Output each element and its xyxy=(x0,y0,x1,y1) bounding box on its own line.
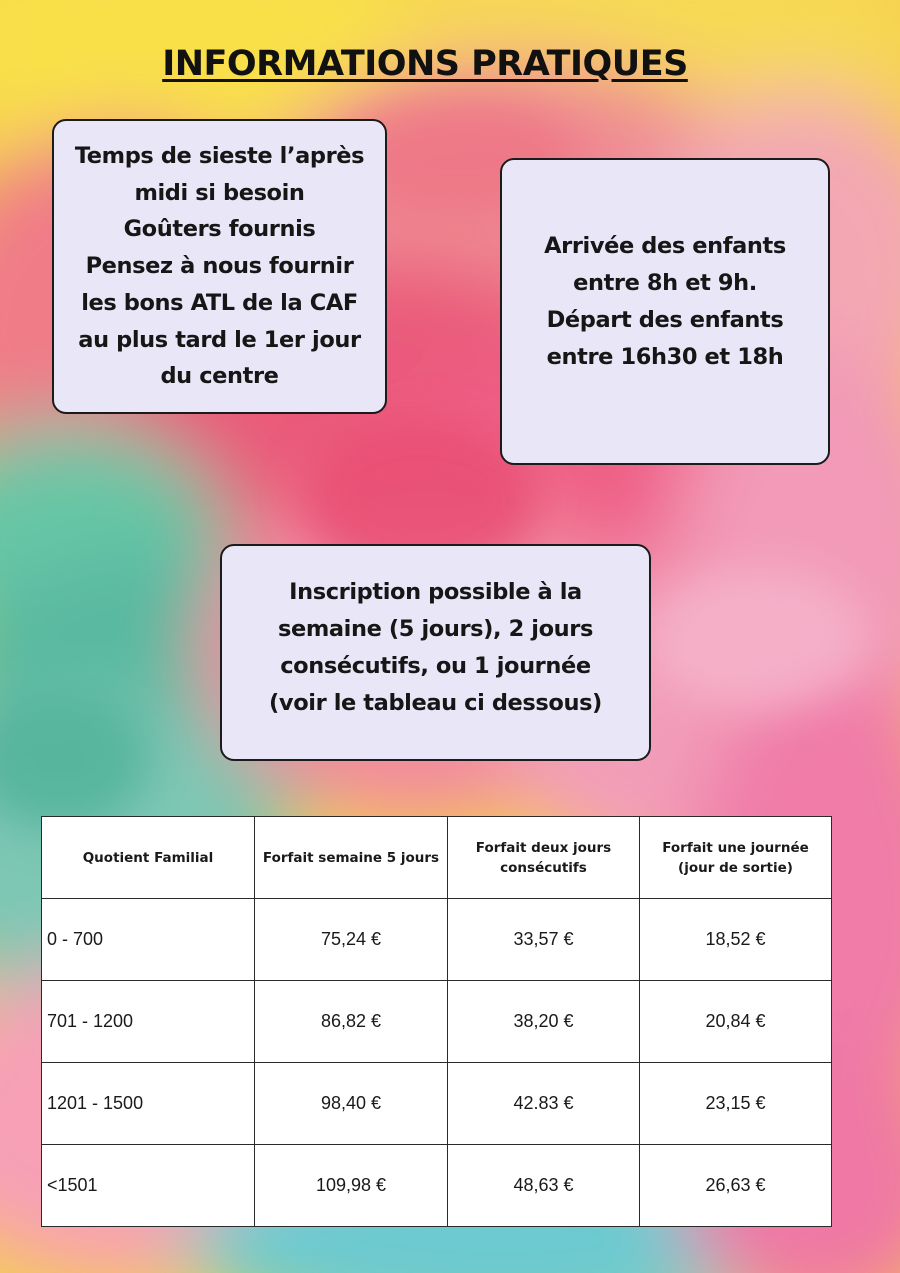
header-quotient-familial: Quotient Familial xyxy=(42,817,255,899)
price-one-day-cell: 26,63 € xyxy=(640,1145,832,1227)
quotient-cell: 701 - 1200 xyxy=(42,981,255,1063)
hours-line: Arrivée des enfants xyxy=(544,232,786,259)
practical-info-text xyxy=(75,138,364,396)
registration-card xyxy=(220,544,651,761)
price-two-days-cell: 42.83 € xyxy=(448,1063,640,1145)
practical-info-line: Goûters fournis xyxy=(123,216,316,243)
price-two-days-cell: 33,57 € xyxy=(448,899,640,981)
hours-line: entre 8h et 9h. xyxy=(573,269,757,296)
registration-text xyxy=(269,574,602,722)
practical-info-line: Pensez à nous fournir xyxy=(85,253,354,280)
table-row xyxy=(42,899,832,981)
table-row xyxy=(42,981,832,1063)
practical-info-line: midi si besoin xyxy=(134,179,305,206)
practical-info-line: du centre xyxy=(160,363,279,390)
practical-info-line: Temps de sieste l’après xyxy=(74,142,365,169)
page-title: INFORMATIONS PRATIQUES xyxy=(162,44,688,84)
header-forfait-semaine: Forfait semaine 5 jours xyxy=(255,817,448,899)
table-header-row xyxy=(42,817,832,899)
hours-card xyxy=(500,158,830,465)
price-week-cell: 75,24 € xyxy=(255,899,448,981)
hours-line: entre 16h30 et 18h xyxy=(546,343,784,370)
registration-line: semaine (5 jours), 2 jours xyxy=(278,615,593,642)
registration-line: (voir le tableau ci dessous) xyxy=(269,689,602,716)
price-week-cell: 98,40 € xyxy=(255,1063,448,1145)
practical-info-card xyxy=(52,119,387,414)
price-one-day-cell: 18,52 € xyxy=(640,899,832,981)
registration-line: consécutifs, ou 1 journée xyxy=(280,652,591,679)
price-two-days-cell: 38,20 € xyxy=(448,981,640,1063)
price-week-cell: 86,82 € xyxy=(255,981,448,1063)
registration-line: Inscription possible à la xyxy=(289,578,582,605)
practical-info-line: les bons ATL de la CAF xyxy=(81,289,358,316)
price-week-cell: 109,98 € xyxy=(255,1145,448,1227)
rates-table xyxy=(41,816,832,1227)
quotient-cell: 1201 - 1500 xyxy=(42,1063,255,1145)
price-two-days-cell: 48,63 € xyxy=(448,1145,640,1227)
header-forfait-deux-jours: Forfait deux jours consécutifs xyxy=(448,817,640,899)
hours-text xyxy=(544,228,786,376)
quotient-cell: 0 - 700 xyxy=(42,899,255,981)
quotient-cell: <1501 xyxy=(42,1145,255,1227)
table-row xyxy=(42,1063,832,1145)
table-row xyxy=(42,1145,832,1227)
practical-info-line: au plus tard le 1er jour xyxy=(78,326,361,353)
price-one-day-cell: 20,84 € xyxy=(640,981,832,1063)
header-forfait-une-journee: Forfait une journée (jour de sortie) xyxy=(640,817,832,899)
price-one-day-cell: 23,15 € xyxy=(640,1063,832,1145)
hours-line: Départ des enfants xyxy=(546,306,784,333)
